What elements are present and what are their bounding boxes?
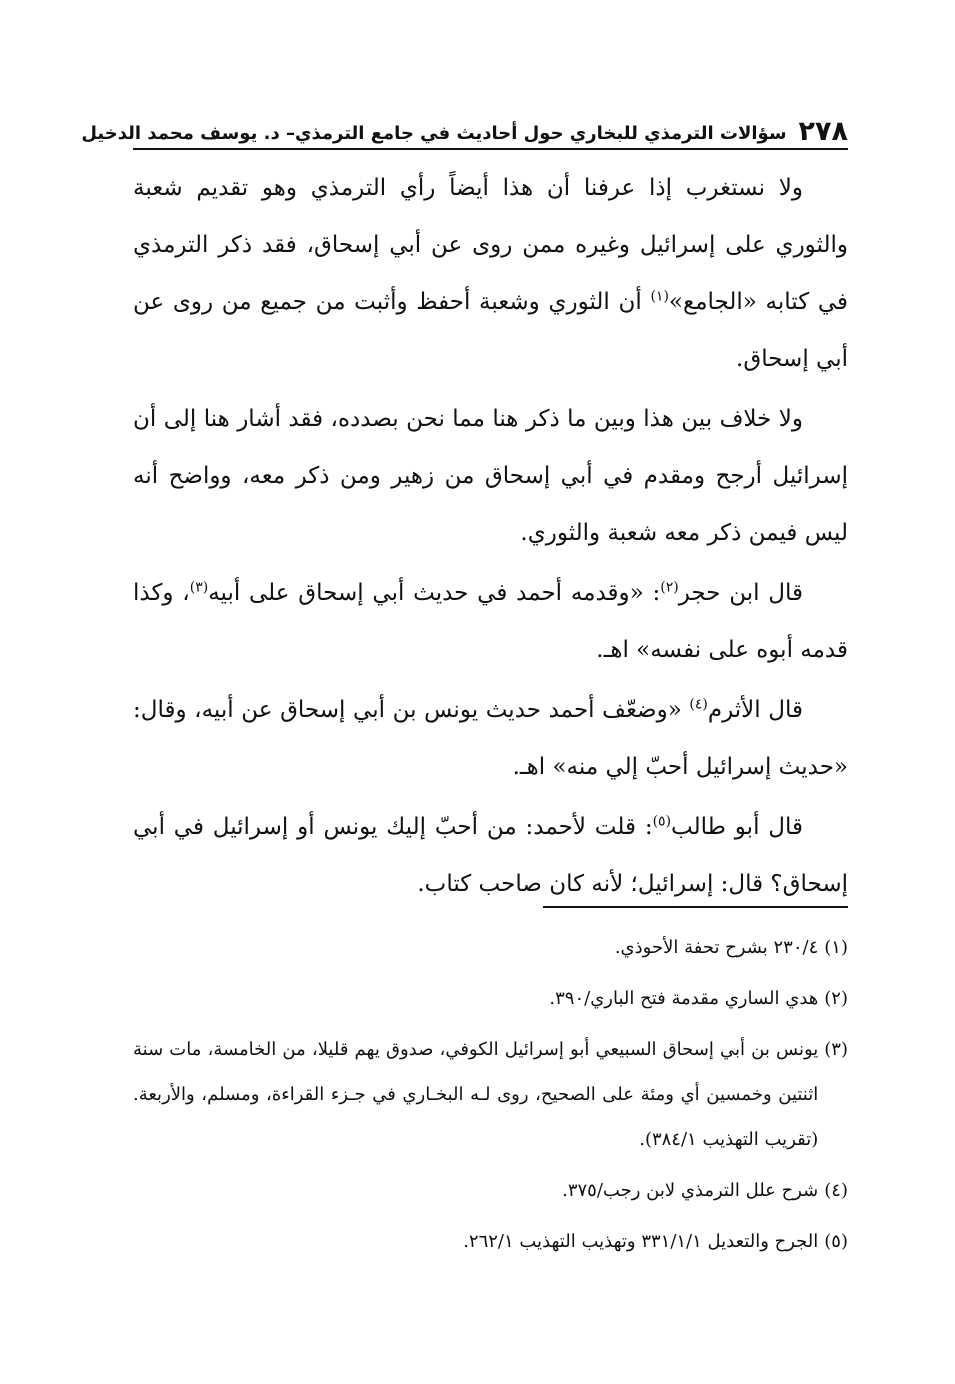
footnote-ref-5: (٥) bbox=[652, 813, 672, 830]
footnote-3 bbox=[133, 1027, 848, 1162]
header-title: سؤالات الترمذي للبخاري حول أحاديث في جامع الترمذي– د. يوسف محمد الدخيل bbox=[81, 122, 787, 144]
footnote-ref-2: (٢) bbox=[660, 579, 679, 596]
footnote-number: (١) bbox=[824, 937, 848, 958]
paragraph-text: : قلت لأحمد: من أحبّ إليك يونس أو إسرائيل في أبي إسحاق؟ قال: إسرائيل؛ لأنه كان صاحب كتاب. bbox=[133, 814, 848, 897]
paragraph-text: «وضعّف أحمد حديث يونس بن أبي إسحاق عن أبيه، وقال: «حديث إسرائيل أحبّ إلي منه» اهـ. bbox=[133, 697, 848, 780]
footnote-2 bbox=[133, 976, 848, 1021]
paragraph-text: قال أبو طالب bbox=[671, 814, 803, 840]
footnote-text: الجرح والتعديل ٣٣١/١/١ وتهذيب التهذيب ٢٦٢/١. bbox=[463, 1231, 819, 1252]
paragraph-text: : «وقدمه أحمد في حديث أبي إسحاق على أبيه bbox=[208, 580, 661, 606]
footnote-ref-4: (٤) bbox=[689, 696, 708, 713]
paragraph-text: ولا خلاف بين هذا وبين ما ذكر هنا مما نحن بصدده، فقد أشار هنا إلى أن إسرائيل أرجح ومقدم في أبي إسحاق من زهير ومن ذكر معه، وواضح أنه ليس فيمن ذكر معه شعبة والثوري. bbox=[133, 406, 848, 546]
page-number: ٢٧٨ bbox=[798, 116, 848, 147]
paragraph-text: ولا نستغرب إذا عرفنا أن هذا أيضاً رأي الترمذي وهو تقديم شعبة والثوري على إسرائيل وغيره ممن روى عن أبي إسحاق، فقد ذكر الترمذي في كتابه «الجامع» bbox=[133, 175, 849, 315]
paragraph-text: قال ابن حجر bbox=[678, 580, 804, 606]
footnote-1 bbox=[133, 925, 848, 970]
footnote-text: يونس بن أبي إسحاق السبيعي أبو إسرائيل الكوفي، صدوق يهم قليلا، من الخامسة، مات سنة اثنتين وخمسين أي ومئة على الصحيح، روى لـه البخـاري في جـزء القراءة، ومسلم، والأربعة. (تقريب التهذيب ٣٨٤/١). bbox=[133, 1039, 819, 1150]
paragraph-4 bbox=[133, 682, 848, 796]
paragraph-1 bbox=[133, 160, 848, 388]
footnote-4 bbox=[133, 1168, 848, 1213]
running-header bbox=[81, 110, 848, 150]
footnote-text: ٢٣٠/٤ بشرح تحفة الأحوذي. bbox=[614, 937, 819, 958]
footnote-number: (٢) bbox=[824, 988, 848, 1009]
footnote-number: (٥) bbox=[824, 1231, 848, 1252]
footnote-text: شرح علل الترمذي لابن رجب/٣٧٥. bbox=[562, 1180, 819, 1201]
paragraph-text: ، وكذا قدمه أبوه على نفسه» اهـ. bbox=[133, 580, 848, 663]
paragraph-3 bbox=[133, 565, 848, 679]
footnote-5 bbox=[133, 1219, 848, 1264]
paragraph-text: أن الثوري وشعبة أحفظ وأثبت من جميع من روى عن أبي إسحاق. bbox=[133, 289, 848, 372]
main-text bbox=[133, 160, 848, 916]
footnotes bbox=[133, 925, 848, 1270]
footnote-text: هدي الساري مقدمة فتح الباري/٣٩٠. bbox=[549, 988, 819, 1009]
footnote-number: (٤) bbox=[824, 1180, 848, 1201]
paragraph-2 bbox=[133, 391, 848, 562]
footnote-number: (٣) bbox=[824, 1039, 848, 1060]
footnote-ref-1: (١) bbox=[650, 288, 669, 305]
footnote-separator bbox=[543, 906, 848, 908]
footnote-ref-3: (٣) bbox=[189, 579, 209, 596]
paragraph-text: قال الأثرم bbox=[707, 697, 803, 723]
paragraph-5 bbox=[133, 799, 848, 913]
